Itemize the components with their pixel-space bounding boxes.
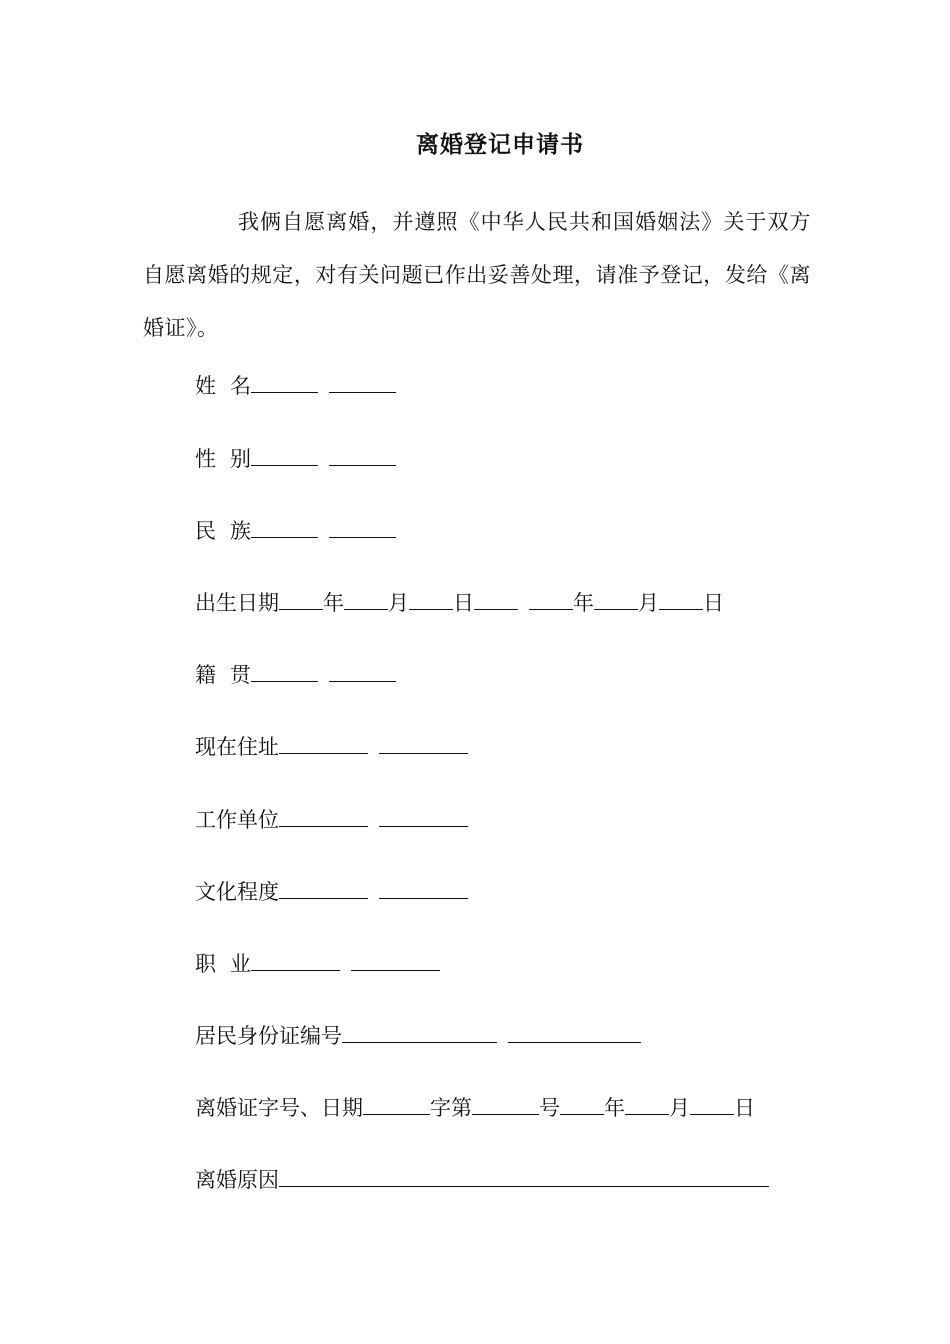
birth-year-text-1: 年 bbox=[323, 591, 344, 615]
blank-gender-2[interactable] bbox=[329, 444, 396, 466]
blank-gender-1[interactable] bbox=[251, 444, 318, 466]
label-certificate: 离婚证字号、日期 bbox=[195, 1096, 363, 1120]
label-id-number: 居民身份证编号 bbox=[195, 1024, 342, 1048]
label-ethnicity-a: 民 bbox=[195, 519, 216, 543]
blank-certificate-hao[interactable] bbox=[472, 1093, 539, 1115]
blank-ethnicity-2[interactable] bbox=[329, 516, 396, 538]
label-occupation-b: 业 bbox=[230, 952, 251, 976]
blank-id-number-2[interactable] bbox=[508, 1021, 641, 1043]
blank-workplace-1[interactable] bbox=[279, 805, 368, 827]
field-education bbox=[195, 877, 468, 906]
blank-birth-year-2[interactable] bbox=[529, 588, 573, 610]
field-workplace bbox=[195, 805, 468, 834]
certificate-year-text: 年 bbox=[604, 1096, 625, 1120]
label-address: 现在住址 bbox=[195, 735, 279, 759]
birth-month-text-2: 月 bbox=[638, 591, 659, 615]
blank-address-1[interactable] bbox=[279, 732, 368, 754]
birth-year-text-2: 年 bbox=[573, 591, 594, 615]
birth-day-text-1: 日 bbox=[453, 591, 474, 615]
blank-reason[interactable] bbox=[279, 1165, 769, 1187]
blank-birth-year-1[interactable] bbox=[279, 588, 323, 610]
blank-birth-extra[interactable] bbox=[474, 588, 518, 610]
label-birth: 出生日期 bbox=[195, 591, 279, 615]
blank-occupation-2[interactable] bbox=[351, 949, 440, 971]
blank-address-2[interactable] bbox=[379, 732, 468, 754]
blank-native-2[interactable] bbox=[329, 660, 396, 682]
certificate-month-text: 月 bbox=[669, 1096, 690, 1120]
certificate-zi-di-text: 字第 bbox=[430, 1096, 472, 1120]
blank-native-1[interactable] bbox=[251, 660, 318, 682]
blank-birth-day-1[interactable] bbox=[409, 588, 453, 610]
field-address bbox=[195, 732, 468, 761]
label-ethnicity-b: 族 bbox=[230, 519, 251, 543]
certificate-hao-text: 号 bbox=[539, 1096, 560, 1120]
field-name bbox=[195, 371, 396, 400]
blank-education-2[interactable] bbox=[379, 877, 468, 899]
label-name-b: 名 bbox=[230, 374, 251, 398]
blank-name-1[interactable] bbox=[251, 371, 318, 393]
field-certificate bbox=[195, 1093, 755, 1122]
intro-paragraph: 我俩自愿离婚，并遵照《中华人民共和国婚姻法》关于双方自愿离婚的规定，对有关问题已作出妥善处理，请准予登记，发给《离婚证》。 bbox=[143, 210, 811, 340]
field-ethnicity bbox=[195, 516, 396, 545]
certificate-day-text: 日 bbox=[734, 1096, 755, 1120]
label-native-b: 贯 bbox=[230, 663, 251, 687]
blank-birth-month-1[interactable] bbox=[344, 588, 388, 610]
document-title: 离婚登记申请书 bbox=[416, 131, 584, 158]
blank-workplace-2[interactable] bbox=[379, 805, 468, 827]
label-workplace: 工作单位 bbox=[195, 808, 279, 832]
blank-id-number-1[interactable] bbox=[342, 1021, 497, 1043]
blank-ethnicity-1[interactable] bbox=[251, 516, 318, 538]
blank-certificate-day[interactable] bbox=[690, 1093, 734, 1115]
blank-certificate-month[interactable] bbox=[625, 1093, 669, 1115]
blank-name-2[interactable] bbox=[329, 371, 396, 393]
blank-occupation-1[interactable] bbox=[251, 949, 340, 971]
field-birth-date bbox=[195, 588, 724, 617]
blank-certificate-year[interactable] bbox=[560, 1093, 604, 1115]
field-reason bbox=[195, 1165, 769, 1194]
field-native-place bbox=[195, 660, 396, 689]
label-gender-b: 别 bbox=[230, 447, 251, 471]
label-education: 文化程度 bbox=[195, 880, 279, 904]
label-occupation-a: 职 bbox=[195, 952, 216, 976]
label-reason: 离婚原因 bbox=[195, 1168, 279, 1192]
blank-birth-day-2[interactable] bbox=[659, 588, 703, 610]
label-gender-a: 性 bbox=[195, 447, 216, 471]
blank-birth-month-2[interactable] bbox=[594, 588, 638, 610]
birth-day-text-2: 日 bbox=[703, 591, 724, 615]
label-native-a: 籍 bbox=[195, 663, 216, 687]
blank-certificate-zi[interactable] bbox=[363, 1093, 430, 1115]
field-gender bbox=[195, 444, 396, 473]
blank-education-1[interactable] bbox=[279, 877, 368, 899]
field-id-number bbox=[195, 1021, 641, 1050]
label-name-a: 姓 bbox=[195, 374, 216, 398]
field-occupation bbox=[195, 949, 440, 978]
birth-month-text-1: 月 bbox=[388, 591, 409, 615]
